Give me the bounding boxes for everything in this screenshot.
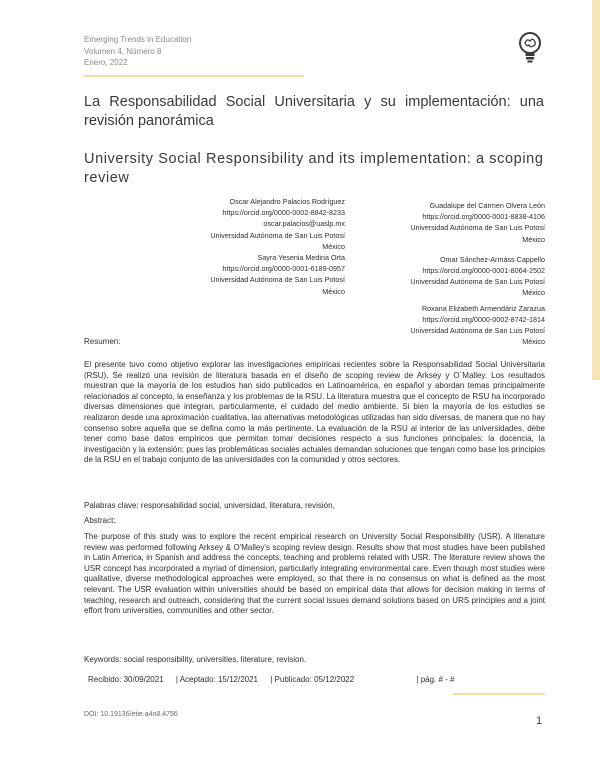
- resumen-body: El presente tuvo como objetivo explorar las investigaciones empíricas recientes sobre la Responsabilidad Social Universitaria (RSU). Se realizó una revisión de literatura basada en el diseño de scoping review de Arksey y O´Malley. Los resultados muestran que la mayoría de los estudios han sido publicados en Latinoamérica, en español y abordan temas principalmente relacionados al concepto, la enseñanza y los problemas de la RSU. La literatura muestra que el concepto de RSU ha incorporado diversas dimensiones que integran, particularmente, el cuidado del medio ambiente. Si bien la mayoría de los estudios se realizaron desde una aproximación cualitativa, las alternativas metodológicas utilizadas han sido diversas, de manera que no hay consenso sobre aquella que se defina como la más pertinente. La evaluación de la RSU al interior de las universidades, debe tener como base datos empíricos que permitan tomar decisiones respecto a sus funciones principales: la docencia, la investigación y la extensión; pues las problemáticas sociales actuales demandan soluciones que tengan como base los principios de la RSU en el trabajo conjunto de las universidades con la comunidad y otros sectores.: [84, 360, 545, 465]
- title-spanish: La Responsabilidad Social Universitaria y su implementación: una revisión panorámica: [84, 94, 544, 129]
- sidebar-accent-bar: [592, 0, 600, 380]
- abstract-label: Abstract:: [84, 516, 116, 525]
- journal-volume: Volumen 4, Número 8: [84, 46, 162, 56]
- accepted-date: | Aceptado: 15/12/2021: [175, 675, 259, 684]
- authors-right-column: [340, 196, 545, 347]
- resumen-label: Resumen:: [84, 337, 121, 346]
- author-affiliation: Universidad Autónoma de San Luis Potosí: [210, 230, 345, 240]
- author-orcid-link[interactable]: https://orcid.org/0000-0002-8742-1814: [422, 314, 545, 324]
- author-name: Oscar Alejandro Palacios Rodríguez: [229, 197, 345, 206]
- author-country: México: [522, 234, 545, 244]
- author-affiliation: Universidad Autónoma de San Luis Potosí: [210, 275, 345, 285]
- author-name: Sayra Yesenia Medina Orta: [257, 253, 345, 263]
- author-affiliation: Universidad Autónoma de San Luis Potosí: [410, 277, 545, 287]
- journal-header: [84, 34, 191, 69]
- author-orcid-link[interactable]: https://orcid.org/0000-0001-6189-0957: [222, 264, 345, 274]
- keywords: Keywords: social responsibility, universities, literature, revision.: [84, 655, 307, 664]
- footer-rule: [453, 693, 545, 695]
- received-date: Recibido: 30/09/2021: [88, 675, 164, 684]
- page-number: 1: [536, 715, 543, 727]
- author-orcid-link[interactable]: https://orcid.org/0000-0002-8842-8233: [222, 208, 345, 218]
- abstract-body: The purpose of this study was to explore the recent empirical research on University Social Responsibility (USR). A literature review was performed following Arksey & O'Malley's scoping review design. Results show that most studies have been published in Latin America, in Spanish and address the concepts, teaching and problems related with USR. The literature review shows the USR concept has incorporated a myriad of dimension, particularly integrating environmental care. Even though most studies were qualitative, diverse methodological approaches were employed, so that there is no consensus on what is defined as the most relevant. The USR evaluation within universities should be based on empirical data that allows for decision making in terms of teaching, research and outreach, considering that the current social issues demand solutions based on URS principles and a joint effort from universities, communities and other sector.: [84, 532, 545, 616]
- author-country: México: [322, 241, 345, 251]
- author-orcid-link[interactable]: https://orcid.org/0000-0001-8838-4106: [422, 212, 545, 222]
- lightbulb-brain-icon: [516, 30, 544, 64]
- author-country: México: [522, 288, 545, 298]
- journal-name: Emerging Trends in Education: [84, 35, 192, 44]
- author-name: Roxana Elizabeth Armendáriz Zarazua: [421, 303, 545, 313]
- author-email-link[interactable]: oscar.palacios@uaslp.mx: [263, 219, 345, 229]
- author-affiliation: Universidad Autónoma de San Luis Potosí: [410, 326, 545, 336]
- author-orcid-link[interactable]: https://orcid.org/0000-0001-8064-2502: [422, 266, 545, 276]
- palabras-clave: Palabras clave: responsabilidad social, universidad, literatura, revisión,: [84, 501, 335, 510]
- authors-left-column: [150, 196, 345, 297]
- published-date: | Publicado: 05/12/2022: [270, 675, 355, 684]
- publication-dates: [88, 675, 455, 684]
- author-country: México: [322, 286, 345, 296]
- page-range: | pág. # - #: [416, 675, 455, 684]
- journal-date: Enero, 2022: [84, 58, 128, 67]
- header-rule: [84, 75, 304, 77]
- author-affiliation: Universidad Autónoma de San Luis Potosí: [410, 223, 545, 233]
- doi-link[interactable]: DOI: 10.19136/etie.a4n8.4756: [84, 711, 178, 718]
- author-name: Omar Sánchez-Armáss Cappello: [439, 254, 545, 264]
- author-country: México: [522, 337, 545, 347]
- author-name: Guadalupe del Carmen Olvera León: [429, 201, 545, 210]
- title-english: University Social Responsibility and its implementation: a scoping review: [84, 151, 544, 186]
